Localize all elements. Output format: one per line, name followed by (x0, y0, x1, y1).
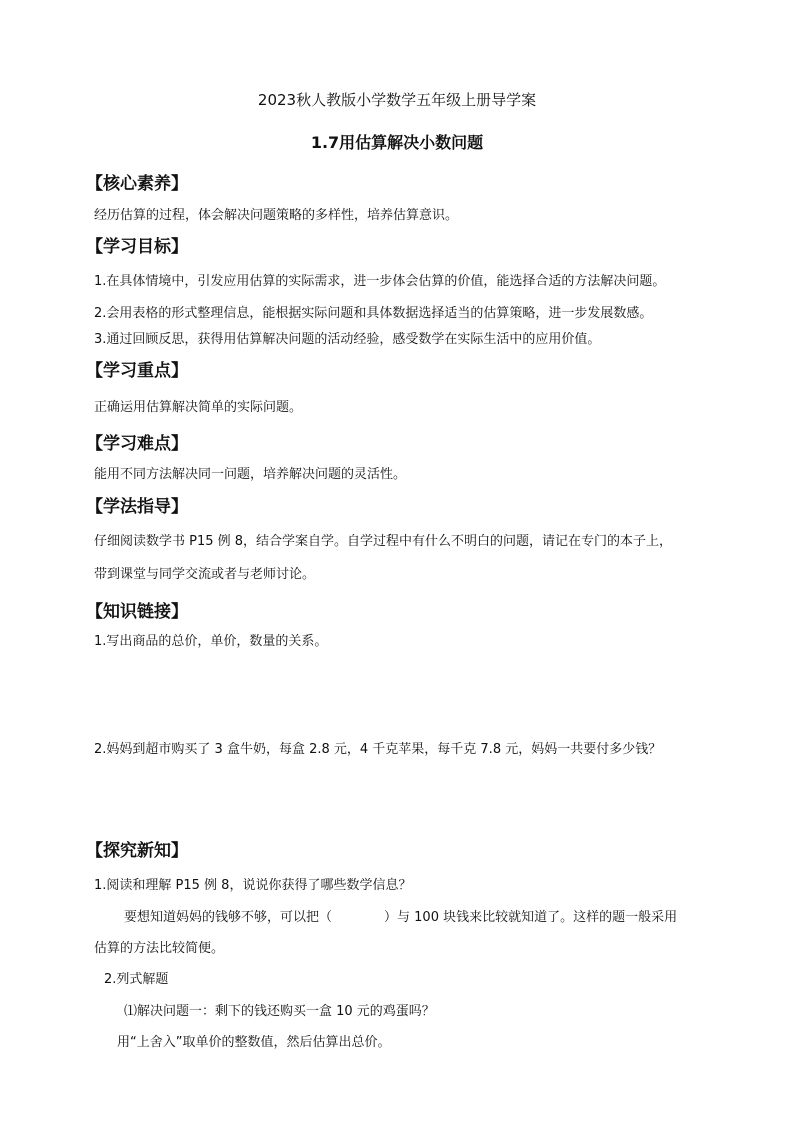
section-heading-key: 【学习重点】 (86, 361, 188, 381)
explore-subquestion-1-text: 用“上舍入”取单价的整数值，然后估算出总价。 (117, 1035, 391, 1050)
section-heading-link: 【知识链接】 (86, 602, 188, 622)
goal-item-3: 3.通过回顾反思，获得用估算解决问题的活动经验，感受数学在实际生活中的应用价值。 (94, 332, 601, 347)
section-heading-method: 【学法指导】 (86, 497, 188, 517)
link-question-2: 2.妈妈到超市购买了 3 盒牛奶，每盒 2.8 元，4 千克苹果，每千克 7.8 元，妈妈一共要付多少钱？ (94, 742, 662, 757)
section-heading-explore: 【探究新知】 (86, 841, 188, 861)
link-question-1: 1.写出商品的总价，单价，数量的关系。 (94, 634, 328, 649)
explore-question-2: 2.列式解题 (104, 972, 169, 987)
goal-item-2: 2.会用表格的形式整理信息，能根据实际问题和具体数据选择适当的估算策略，进一步发展数感。 (94, 306, 653, 321)
lesson-title: 1.7用估算解决小数问题 (310, 133, 484, 152)
method-text-line-2: 带到课堂与同学交流或者与老师讨论。 (94, 567, 316, 582)
section-heading-difficulty: 【学习难点】 (86, 434, 188, 454)
section-heading-core: 【核心素养】 (86, 174, 188, 194)
key-text: 正确运用估算解决简单的实际问题。 (94, 400, 303, 415)
explore-question-1: 1.阅读和理解 P15 例 8，说说你获得了哪些数学信息？ (94, 878, 412, 893)
explore-paragraph-line-1 (124, 906, 677, 925)
method-text-line-1: 仔细阅读数学书 P15 例 8，结合学案自学。自学过程中有什么不明白的问题，请记在专门的本子上， (94, 534, 673, 549)
core-text: 经历估算的过程，体会解决问题策略的多样性，培养估算意识。 (94, 208, 459, 223)
explore-paragraph-before-blank: 要想知道妈妈的钱够不够，可以把（ (124, 910, 333, 925)
explore-subquestion-1: ⑴解决问题一：剩下的钱还购买一盒 10 元的鸡蛋吗？ (124, 1004, 435, 1019)
goal-item-1: 1.在具体情境中，引发应用估算的实际需求，进一步体会估算的价值，能选择合适的方法解决问题。 (94, 274, 666, 289)
section-heading-goals: 【学习目标】 (86, 237, 188, 257)
explore-paragraph-after-blank: ）与 100 块钱来比较就知道了。这样的题一般采用 (384, 910, 678, 925)
explore-paragraph-line-2: 估算的方法比较简便。 (94, 941, 225, 956)
difficulty-text: 能用不同方法解决同一问题，培养解决问题的灵活性。 (94, 467, 407, 482)
document-title: 2023秋人教版小学数学五年级上册导学案 (257, 91, 537, 109)
